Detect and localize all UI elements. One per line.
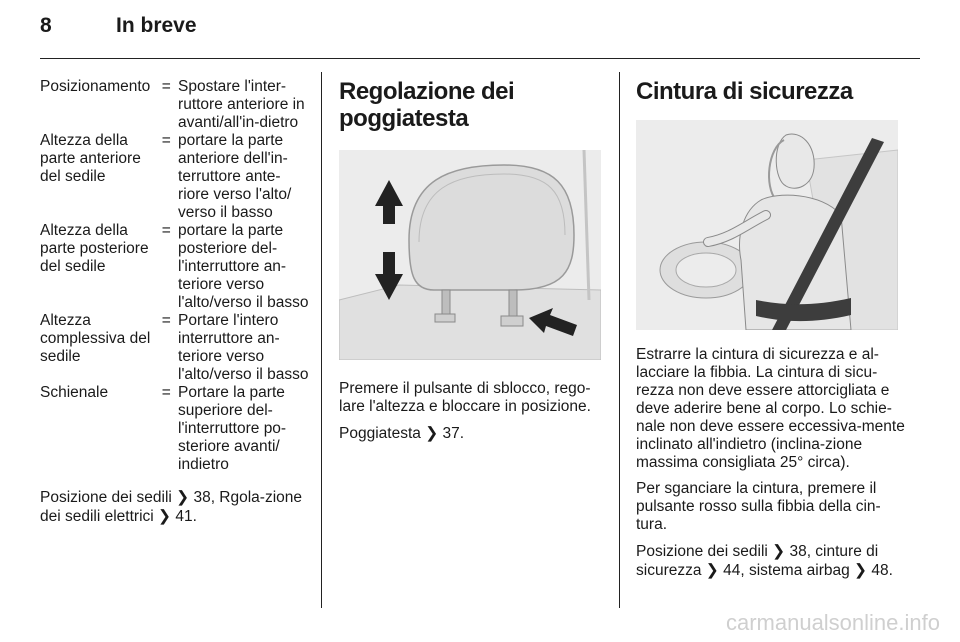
ref-text: 38, Rgola-zione dei sedili elettrici — [40, 489, 303, 525]
headrest-instruction: Premere il pulsante di sblocco, rego-lare l'altezza e bloccare in posizione. — [339, 380, 591, 415]
setting-value: Portare la parte superiore del-l'interruttore po-steriore avanti/ indietro — [178, 384, 287, 473]
watermark: carmanualsonline.info — [725, 610, 940, 635]
seatbelt-references — [636, 542, 906, 580]
heading-line: Regolazione dei — [339, 78, 515, 105]
seat-setting-row — [40, 222, 310, 312]
ref-text: Poggiatesta — [339, 425, 426, 442]
setting-equals: = — [161, 78, 171, 95]
seatbelt-instruction: Estrarre la cintura di sicurezza e al-lacciare la fibbia. La cintura di sicu-rezza non deve essere attorcigliata e deve aderire bene al corpo. Lo schie-nale non deve essere eccessiva-mente inclinato all'indietro (inclina-zione massima consigliata 25° circa). — [636, 346, 905, 471]
setting-label: Altezza complessiva del sedile — [40, 312, 151, 365]
page-ref-icon: ❯ — [772, 542, 786, 560]
seat-setting-row — [40, 312, 310, 384]
header-rule — [40, 58, 920, 59]
ref-text: 38, cinture di sicurezza — [636, 543, 879, 579]
page-ref-icon: ❯ — [158, 507, 172, 525]
seat-settings-table — [40, 78, 310, 474]
setting-equals: = — [161, 132, 171, 149]
seat-setting-row — [40, 132, 310, 222]
setting-value: portare la parte anteriore dell'in-terruttore ante-riore verso l'alto/ verso il basso — [178, 132, 292, 221]
seatbelt-heading: Cintura di sicurezza — [636, 78, 853, 105]
setting-label: Altezza della parte posteriore del sedile — [40, 222, 149, 275]
headrest-illustration — [339, 150, 601, 360]
headrest-column — [339, 78, 604, 451]
column-divider-1 — [321, 72, 322, 608]
setting-value: Portare l'intero interruttore an-teriore verso l'alto/verso il basso — [178, 312, 309, 383]
page-ref-icon: ❯ — [705, 561, 719, 579]
page-ref-icon: ❯ — [854, 561, 868, 579]
heading-line: poggiatesta — [339, 105, 469, 132]
setting-label: Schienale — [40, 384, 109, 401]
page-ref-icon: ❯ — [176, 488, 190, 506]
headrest-drawing — [339, 150, 601, 360]
setting-value: portare la parte posteriore del-l'interruttore an-teriore verso l'alto/verso il basso — [178, 222, 309, 311]
seat-references — [40, 488, 308, 526]
seat-settings-column — [40, 78, 308, 534]
ref-text: Posizione dei sedili — [40, 489, 177, 506]
page-title: In breve — [116, 14, 197, 37]
seatbelt-release-instruction: Per sganciare la cintura, premere il pulsante rosso sulla fibbia della cin-tura. — [636, 480, 881, 533]
ref-text: 44, sistema airbag — [718, 562, 855, 579]
ref-text: 48. — [867, 562, 893, 579]
setting-label: Altezza della parte anteriore del sedile — [40, 132, 141, 185]
page-ref-icon: ❯ — [425, 424, 439, 442]
seatbelt-drawing — [636, 120, 898, 330]
seatbelt-illustration — [636, 120, 898, 330]
seat-setting-row — [40, 78, 310, 132]
ref-text: 41. — [171, 508, 197, 525]
setting-equals: = — [161, 312, 171, 329]
setting-label: Posizionamento — [40, 78, 151, 95]
seatbelt-column — [636, 78, 906, 588]
headrest-heading — [339, 78, 604, 132]
setting-equals: = — [161, 222, 171, 239]
seat-setting-row — [40, 384, 310, 474]
headrest-reference — [339, 424, 604, 443]
ref-text: Posizione dei sedili — [636, 543, 773, 560]
ref-text: 37. — [438, 425, 465, 442]
setting-equals: = — [161, 384, 171, 401]
setting-value: Spostare l'inter-ruttore anteriore in avanti/all'in-dietro — [178, 78, 305, 131]
page-number: 8 — [40, 14, 52, 37]
column-divider-2 — [619, 72, 620, 608]
